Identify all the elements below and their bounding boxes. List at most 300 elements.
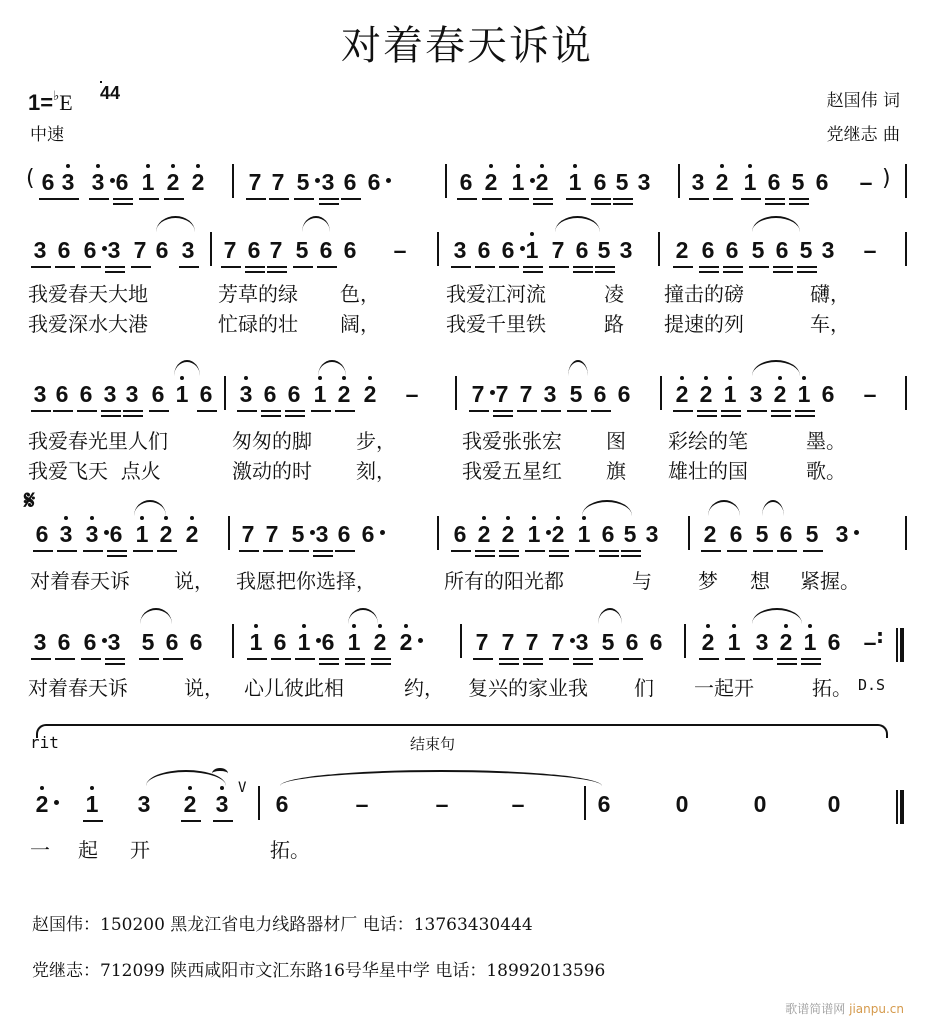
beam-underline [673,410,693,412]
beam-underline [595,266,615,268]
note: 2 [182,520,202,548]
beam-underline [319,198,339,200]
note: 7 [265,521,279,547]
beam-underline [482,198,502,200]
beam-underline [771,410,791,412]
note: 6 [321,629,335,655]
beam-underline [319,658,339,660]
note: 3 [575,629,589,655]
beam-underline [285,410,305,412]
barline [684,624,686,658]
note: 6 [151,381,165,407]
barline [437,232,439,266]
slur [134,500,166,516]
slur [348,608,378,624]
beam-underline [139,658,159,660]
slur [555,216,600,232]
beam-underline [31,658,51,660]
lyric-text: 提速的列 [664,312,744,336]
note: 6 [199,381,213,407]
slur [156,216,195,232]
note: 3 [103,381,117,407]
lyric-text: 我爱春光里人们 [28,429,168,453]
lyric-text: 心儿彼此相 [244,676,344,700]
barline [905,376,907,410]
beam-underline [335,550,355,552]
beam-underline [599,555,619,557]
note: 2 [532,168,552,196]
note: 7 [223,237,237,263]
beam-underline [801,658,821,660]
lyric-text: 说， [184,676,224,700]
key-prefix: 1= [28,90,54,115]
note: 2 [548,520,568,548]
note: 6 [601,521,615,547]
note: 3 [125,381,139,407]
note: 6 [263,381,277,407]
beam-underline [699,271,719,273]
beam-underline [613,198,633,200]
lyric-text: 忙碌的壮 [218,312,298,336]
note: 2 [334,380,354,408]
beam-underline [475,555,495,557]
barline [678,164,680,198]
breath-mark-icon: V [238,780,247,796]
contact-lyricist: 赵国伟：150200 黑龙江省电力线路器材厂 电话：13763430444 [32,915,533,935]
notation-line [0,520,934,560]
note: 7 [551,237,565,263]
beam-underline [123,415,143,417]
beam-underline [599,550,619,552]
lyric-text: 彩绘的笔 [668,429,748,453]
note: 5 [288,520,308,548]
beam-underline [621,550,641,552]
beam-underline [31,410,51,412]
note: 6 [343,169,357,195]
beam-underline [213,820,233,822]
slur [598,608,622,624]
beam-underline [499,658,519,660]
beam-underline [313,550,333,552]
beam-underline [105,658,125,660]
beam-underline [164,198,184,200]
note: 1 [800,628,820,656]
beam-underline [549,555,569,557]
beam-underline [493,410,513,412]
barline [460,624,462,658]
note: 6 [247,237,261,263]
beam-underline [747,410,767,412]
beam-underline [765,203,785,205]
beam-underline [181,820,201,822]
note: 6 [775,237,789,263]
beam-underline [319,663,339,665]
note: 5 [295,237,309,263]
beam-underline [599,658,619,660]
lyric-text: 芳草的绿 [218,282,298,306]
note: 6 [337,521,351,547]
note: 6 [725,237,739,263]
note: 2 [360,380,380,408]
slur [302,216,330,232]
note: 1 [724,628,744,656]
note: 2 [370,628,390,656]
lyric-text: 拓。 [812,676,852,700]
note: 6 [625,629,639,655]
note: 6 [593,381,607,407]
beam-underline [699,658,719,660]
beam-underline [523,663,543,665]
note: 2 [156,520,176,548]
barline [224,376,226,410]
note: 7 [248,169,262,195]
note: 2 [396,628,416,656]
note: 6 [364,168,384,196]
lyric-text: 起 [78,838,98,862]
beam-underline [499,663,519,665]
beam-underline [699,266,719,268]
beam-underline [457,198,477,200]
note: 6 [477,237,491,263]
note: 6 [287,381,301,407]
beam-underline [493,415,513,417]
beam-underline [197,410,217,412]
note: 7 [241,521,255,547]
dash-hold: – [355,791,369,817]
dash-hold: – [435,791,449,817]
intro-paren-close: ) [882,166,891,191]
lyric-text: 拓。 [270,838,310,862]
note: 2 [770,380,790,408]
beam-underline [613,203,633,205]
beam-underline [621,555,641,557]
slur [582,500,632,516]
beam-underline [789,203,809,205]
beam-underline [475,550,495,552]
lyric-text: 一 [30,838,50,862]
beam-underline [101,410,121,412]
note: 1 [172,380,192,408]
note: 7 [475,629,489,655]
barline [584,786,586,820]
fermata-icon [212,768,228,779]
beam-underline [673,266,693,268]
note: 1 [82,790,102,818]
beam-underline [595,271,615,273]
beam-underline [701,550,721,552]
beam-underline [335,410,355,412]
lyric-text: 我爱春天大地 [28,282,148,306]
note: 6 [779,521,793,547]
beam-underline [773,266,793,268]
note: 3 [645,521,659,547]
contact-composer: 党继志：712099 陕西咸阳市文汇东路16号华星中学 电话：18992013596 [32,961,606,981]
note: 7 [495,381,509,407]
note: 2 [180,790,200,818]
note: 5 [751,237,765,263]
beam-underline [473,658,493,660]
note: 6 [80,628,100,656]
note: 3 [58,168,78,196]
beam-underline [81,658,101,660]
beam-underline [261,410,281,412]
ending-bracket [36,724,888,738]
lyric-text: 我爱深水大港 [28,312,148,336]
beam-underline [765,198,785,200]
note: 6 [155,237,169,263]
key-note: E [59,90,73,115]
note: 3 [236,380,256,408]
beam-underline [113,198,133,200]
note: 5 [597,237,611,263]
beam-underline [285,415,305,417]
note: 7 [269,237,283,263]
note: 6 [109,521,123,547]
note: 5 [755,521,769,547]
beam-underline [797,266,817,268]
note: 1 [720,380,740,408]
note: 6 [57,629,71,655]
note: 3 [137,791,151,817]
slur [762,500,784,516]
beam-underline [723,271,743,273]
beam-underline [105,266,125,268]
lyric-text: 色， [340,282,380,306]
barline [232,164,234,198]
note: 6 [41,169,55,195]
lyric-text: 开 [130,838,150,862]
beam-underline [55,658,75,660]
beam-underline [221,266,241,268]
repeat-end-barline [896,628,904,662]
beam-underline [591,198,611,200]
note: 7 [519,381,533,407]
beam-underline [777,550,797,552]
note: 2 [32,790,52,818]
barline [905,232,907,266]
note: 2 [675,237,689,263]
beam-underline [573,271,593,273]
notation-line [0,168,934,208]
beam-underline [549,550,569,552]
beam-underline [263,550,283,552]
note: 6 [597,791,611,817]
lyric-text: 路 [604,312,624,336]
note: 6 [275,791,289,817]
beam-underline [753,658,773,660]
beam-underline [107,555,127,557]
lyric-text: 我爱飞天 点火 [28,459,161,483]
dash-hold: – [393,237,407,263]
slur [174,360,200,376]
note: 2 [696,380,716,408]
note: 5 [141,629,155,655]
note: 6 [649,629,663,655]
beam-underline [157,550,177,552]
time-top: 4 [100,83,111,103]
dash-hold: – [863,629,877,655]
beam-underline [294,198,314,200]
beam-underline [567,410,587,412]
lyric-text: 刻， [356,459,396,483]
notation-line [0,380,934,420]
note: 6 [575,237,589,263]
beam-underline [689,198,709,200]
note: 6 [827,629,841,655]
slur [752,360,800,376]
note: 6 [453,521,467,547]
note: 5 [799,237,813,263]
lyric-text: 约， [404,676,444,700]
beam-underline [509,198,529,200]
beam-underline [139,198,159,200]
note: 1 [522,236,542,264]
beam-underline [39,198,59,200]
note: 7 [548,628,568,656]
barline [258,786,260,820]
key-signature [28,88,73,116]
note: 1 [524,520,544,548]
slur [752,216,800,232]
beam-underline [83,550,103,552]
note: 3 [82,520,102,548]
beam-underline [245,266,265,268]
note: 6 [617,381,631,407]
note: 6 [821,381,835,407]
beam-underline [741,198,761,200]
beam-underline [371,663,391,665]
note: 6 [57,237,71,263]
beam-underline [113,203,133,205]
note: 3 [212,790,232,818]
note: 7 [271,169,285,195]
slur [568,360,588,376]
composer-credit: 党继志 曲 [826,125,900,145]
lyric-text: 与 [632,569,652,593]
lyric-text: 我爱五星红 [462,459,562,483]
note: 2 [672,380,692,408]
note: 3 [832,520,852,548]
beam-underline [105,271,125,273]
beam-underline [727,550,747,552]
note: 6 [358,520,378,548]
beam-underline [33,550,53,552]
lyric-text: 车， [810,312,850,336]
beam-underline [83,820,103,822]
ds-marking: D.S [858,676,886,694]
lyric-text: 我爱张张宏 [462,429,562,453]
beam-underline [523,658,543,660]
beam-underline [777,663,797,665]
slur [140,608,172,624]
lyric-text: 们 [634,676,654,700]
beam-underline [697,410,717,412]
beam-underline [721,410,741,412]
beam-underline [345,663,365,665]
beam-underline [623,658,643,660]
beam-underline [789,198,809,200]
beam-underline [163,658,183,660]
lyric-text: 旗 [606,459,626,483]
beam-underline [697,415,717,417]
note: 5 [615,169,629,195]
lyric-text: 步， [356,429,396,453]
lyric-text: 对着春天诉 [28,676,128,700]
note: 2 [188,168,208,196]
ending-label: 结束句 [410,735,456,753]
note: 3 [543,381,557,407]
lyric-text: 礴， [810,282,850,306]
lyric-text: 一起开 [694,676,754,700]
barline [905,516,907,550]
note: 6 [273,629,287,655]
beam-underline [293,266,313,268]
time-signature [100,84,120,102]
beam-underline [795,410,815,412]
slur [752,608,802,624]
note: 3 [107,237,121,263]
lyric-text: 我愿把你选择， [236,569,376,593]
note: 6 [343,237,357,263]
note: 3 [321,169,335,195]
watermark-en: jianpu.cn [849,1002,904,1016]
lyric-text: 我爱千里铁 [446,312,546,336]
note: 6 [701,237,715,263]
beam-underline [267,271,287,273]
beam-underline [573,266,593,268]
beam-underline [295,658,315,660]
note: 3 [637,169,651,195]
note: 6 [80,236,100,264]
beam-underline [723,266,743,268]
beam-underline [311,410,331,412]
beam-underline [123,410,143,412]
note: 6 [35,521,49,547]
beam-underline [451,266,471,268]
lyric-text: 雄壮的国 [668,459,748,483]
note: 7 [525,629,539,655]
beam-underline [313,555,333,557]
watermark [785,1000,904,1017]
beam-underline [317,266,337,268]
note: 3 [33,381,47,407]
beam-underline [31,266,51,268]
note: 7 [468,380,488,408]
note: 1 [246,628,266,656]
tempo-marking: 中速 [30,125,64,145]
watermark-cn: 歌谱简谱网 [785,1002,846,1016]
beam-underline [499,550,519,552]
beam-underline [105,663,125,665]
beam-underline [267,266,287,268]
note: 3 [88,168,108,196]
beam-underline [575,550,595,552]
beam-underline [55,266,75,268]
barline [688,516,690,550]
lyric-text: 我爱江河流 [446,282,546,306]
note: 2 [698,628,718,656]
note: 3 [33,237,47,263]
note: 3 [315,521,329,547]
beam-underline [549,658,569,660]
note: 6 [165,629,179,655]
beam-underline [499,266,519,268]
beam-underline [451,550,471,552]
beam-underline [573,658,593,660]
song-title: 对着春天诉说 [341,23,593,69]
note: 3 [691,169,705,195]
note: 1 [565,168,585,196]
